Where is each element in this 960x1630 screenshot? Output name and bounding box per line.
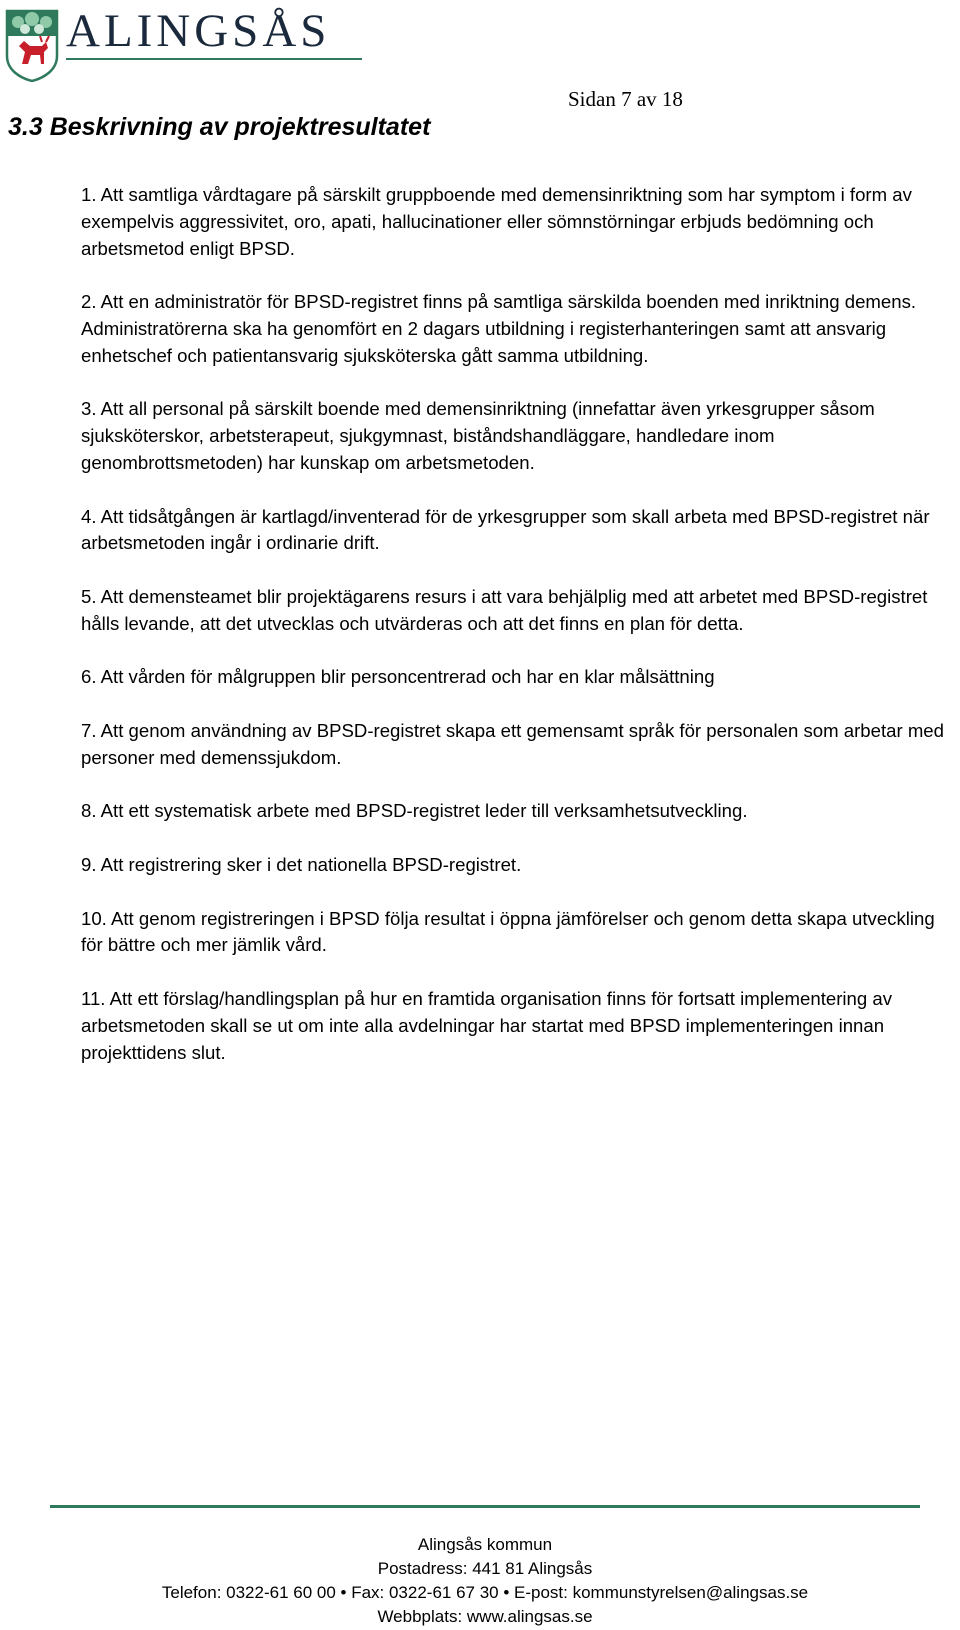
page-footer bbox=[0, 1533, 960, 1629]
result-item: 1. Att samtliga vårdtagare på särskilt gruppboende med demensinriktning som har symptom i form av exempelvis aggressivitet, oro, apati, hallucinationer eller sömnstörningar erbjuds bedömning och arbetsmetod enligt BPSD. bbox=[81, 184, 912, 259]
result-item: 6. Att vården för målgruppen blir personcentrerad och har en klar målsättning bbox=[81, 666, 715, 688]
page-number: Sidan 7 av 18 bbox=[568, 87, 683, 111]
footer-organization: Alingsås kommun bbox=[417, 1535, 553, 1554]
result-item: 10. Att genom registreringen i BPSD följa resultat i öppna jämförelser och genom detta skapa utveckling för bättre och mer jämlik vård. bbox=[81, 907, 935, 956]
footer-divider bbox=[50, 1505, 920, 1508]
results-list bbox=[81, 182, 951, 1093]
result-item: 2. Att en administratör för BPSD-registret finns på samtliga särskilda boenden med inriktning demens. Administratörerna ska ha genomfört en 2 dagars utbildning i registerhanteringen samt att ansvarig enhetschef och patientansvarig sjuksköterska gått samma utbildning. bbox=[81, 291, 917, 366]
section-title: 3.3 Beskrivning av projektresultatet bbox=[8, 113, 431, 141]
result-item: 3. Att all personal på särskilt boende med demensinriktning (innefattar även yrkesgrupper såsom sjuksköterskor, arbetsterapeut, sjukgymnast, biståndshandläggare, handledare inom genombrottsmetoden) har kunskap om arbetsmetoden. bbox=[81, 398, 875, 473]
result-item: 7. Att genom användning av BPSD-registret skapa ett gemensamt språk för personalen som arbetar med personer med demenssjukdom. bbox=[81, 719, 944, 768]
result-item: 4. Att tidsåtgången är kartlagd/inventerad för de yrkesgrupper som skall arbeta med BPSD-registret när arbetsmetoden ingår i ordinarie drift. bbox=[81, 505, 930, 554]
footer-address: Postadress: 441 81 Alingsås bbox=[377, 1559, 593, 1578]
logo-wordmark: ALINGSÅS bbox=[66, 5, 331, 57]
logo-underline bbox=[66, 58, 362, 60]
footer-website: Webbplats: www.alingsas.se bbox=[377, 1607, 593, 1626]
footer-contact: Telefon: 0322-61 60 00 • Fax: 0322-61 67 30 • E-post: kommunstyrelsen@alingsas.se bbox=[161, 1583, 809, 1602]
coat-of-arms-icon bbox=[4, 8, 60, 82]
alingsas-logo bbox=[4, 5, 362, 82]
result-item: 5. Att demensteamet blir projektägarens resurs i att vara behjälplig med att arbetet med BPSD-registret hålls levande, att det utvecklas och utvärderas och att det finns en plan för detta. bbox=[81, 585, 928, 634]
result-item: 11. Att ett förslag/handlingsplan på hur en framtida organisation finns för fortsatt implementering av arbetsmetoden skall se ut om inte alla avdelningar har startat med BPSD implementeringen innan projekttidens slut. bbox=[81, 987, 893, 1063]
result-item: 9. Att registrering sker i det nationella BPSD-registret. bbox=[81, 853, 522, 875]
result-item: 8. Att ett systematisk arbete med BPSD-registret leder till verksamhetsutveckling. bbox=[81, 800, 748, 822]
